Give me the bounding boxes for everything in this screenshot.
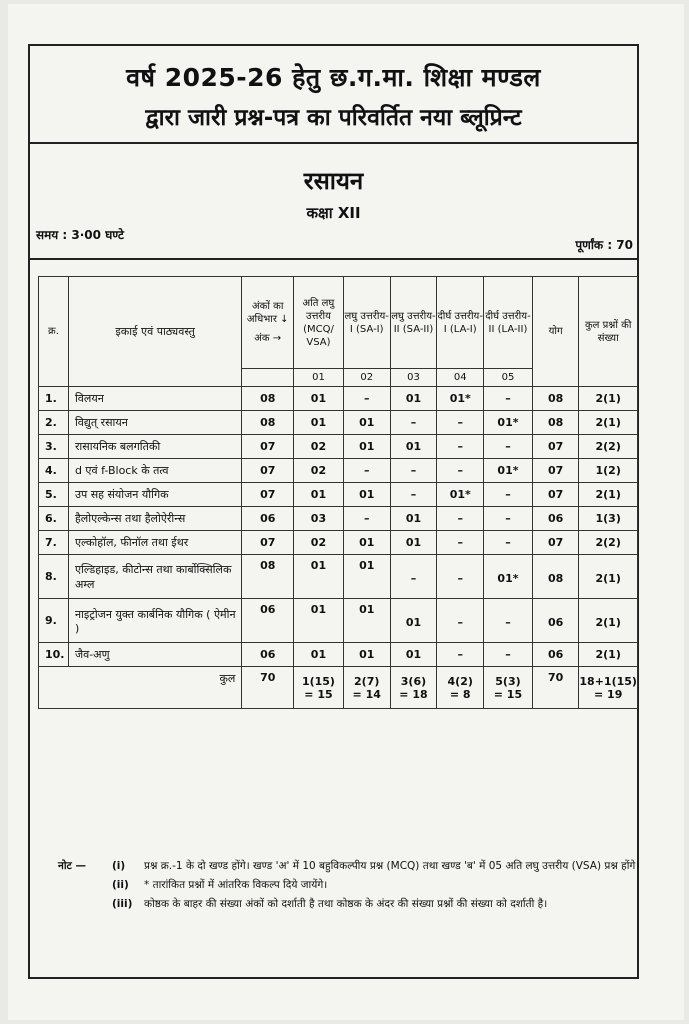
note-text: प्रश्न क्र.-1 के दो खण्ड होंगे। खण्ड 'अ' में 10 बहुविकल्पीय प्रश्न (MCQ) तथा खण्ड 'ब' में 05 अति लघु उत्तरीय (VSA) प्रश्न होंगे।	[144, 860, 640, 872]
totals-sa1	[343, 667, 390, 709]
row-sa1: –	[343, 507, 390, 531]
totals-qcount-a: 18+1(15)	[579, 674, 637, 688]
totals-la2-a: 5(3)	[495, 674, 521, 688]
note-index: (i)	[112, 860, 126, 872]
header-sn: क्र.	[39, 277, 69, 387]
row-sa2: –	[390, 411, 437, 435]
totals-qcount-b: = 19	[594, 687, 623, 701]
row-unit: एल्कोहॉल, फीनॉल तथा ईथर	[68, 531, 241, 555]
row-sa1: –	[343, 459, 390, 483]
row-la1: –	[437, 555, 484, 599]
row-qcount: 2(1)	[579, 483, 638, 507]
row-sa1: –	[343, 387, 390, 411]
row-marks: 08	[242, 387, 294, 411]
notes-section	[58, 858, 648, 915]
totals-la1	[437, 667, 484, 709]
row-unit: रासायनिक बलगतिकी	[68, 435, 241, 459]
row-la1: –	[437, 459, 484, 483]
row-qcount: 2(1)	[579, 599, 638, 643]
table-row	[39, 643, 638, 667]
row-unit: हैलोएल्केन्स तथा हैलोऐरीन्स	[68, 507, 241, 531]
row-total: 07	[532, 483, 579, 507]
table-row	[39, 435, 638, 459]
totals-row	[39, 667, 638, 709]
row-la2: –	[484, 507, 533, 531]
row-marks: 06	[242, 599, 294, 643]
row-sa2: 01	[390, 387, 437, 411]
row-la1: –	[437, 507, 484, 531]
totals-marks: 70	[242, 667, 294, 709]
totals-label: कुल	[39, 667, 242, 709]
row-vsa: 01	[294, 483, 344, 507]
row-qcount: 1(2)	[579, 459, 638, 483]
table-row	[39, 411, 638, 435]
notes-label: नोट —	[58, 860, 86, 872]
row-la2: –	[484, 435, 533, 459]
marks-la1: 04	[437, 369, 484, 387]
time-label: समय : 3·00 घण्टे	[36, 228, 124, 242]
row-unit: एल्डिहाइड, कीटोन्स तथा कार्बोक्सिलिक अम्ल	[68, 555, 241, 599]
row-la2: 01*	[484, 555, 533, 599]
row-sn: 3.	[39, 435, 69, 459]
page-sheet	[8, 4, 684, 1020]
row-unit: जैव-अणु	[68, 643, 241, 667]
blueprint-frame	[28, 44, 639, 979]
row-marks: 07	[242, 459, 294, 483]
title-line-2: द्वारा जारी प्रश्न-पत्र का परिवर्तित नया ब्लूप्रिन्ट	[145, 105, 522, 131]
row-sa2: 01	[390, 643, 437, 667]
row-marks: 08	[242, 555, 294, 599]
row-la1: –	[437, 411, 484, 435]
row-vsa: 02	[294, 459, 344, 483]
row-la2: –	[484, 387, 533, 411]
header-marks-text: अंकों का अधिभार ↓	[246, 301, 289, 325]
header-qcount: कुल प्रश्नों की संख्या	[579, 277, 638, 387]
row-marks: 07	[242, 531, 294, 555]
totals-la2	[484, 667, 533, 709]
row-sa2: 01	[390, 435, 437, 459]
row-marks: 08	[242, 411, 294, 435]
subject-title: रसायन	[303, 167, 364, 195]
row-qcount: 1(3)	[579, 507, 638, 531]
row-sn: 1.	[39, 387, 69, 411]
row-la1: 01*	[437, 483, 484, 507]
row-total: 06	[532, 643, 579, 667]
row-vsa: 01	[294, 643, 344, 667]
row-sa2: –	[390, 459, 437, 483]
row-la1: –	[437, 435, 484, 459]
row-la1: –	[437, 599, 484, 643]
row-la2: –	[484, 483, 533, 507]
row-total: 08	[532, 555, 579, 599]
row-sn: 7.	[39, 531, 69, 555]
divider	[30, 258, 637, 260]
row-sa1: 01	[343, 643, 390, 667]
row-vsa: 02	[294, 531, 344, 555]
totals-sa2-b: = 18	[399, 687, 428, 701]
totals-vsa	[294, 667, 344, 709]
row-vsa: 03	[294, 507, 344, 531]
header-total: योग	[532, 277, 579, 387]
header-la2: दीर्घ उत्तरीय-II (LA-II)	[484, 277, 533, 369]
table-row	[39, 507, 638, 531]
title-box	[30, 46, 637, 144]
note-item	[58, 858, 648, 874]
row-total: 06	[532, 507, 579, 531]
marks-vsa: 01	[294, 369, 344, 387]
header-sa2: लघु उत्तरीय-II (SA-II)	[390, 277, 437, 369]
row-sa2: 01	[390, 507, 437, 531]
row-vsa: 01	[294, 387, 344, 411]
row-sa2: –	[390, 483, 437, 507]
header-vsa: अति लघु उत्तरीय (MCQ/ VSA)	[294, 277, 344, 369]
header-unit: इकाई एवं पाठ्यवस्तु	[68, 277, 241, 387]
row-marks: 07	[242, 483, 294, 507]
header-marks	[242, 277, 294, 369]
class-label: कक्षा XII	[306, 204, 361, 222]
full-marks-label: पूर्णांक : 70	[575, 238, 633, 252]
totals-total: 70	[532, 667, 579, 709]
note-item	[58, 896, 648, 912]
row-vsa: 01	[294, 555, 344, 599]
row-sn: 8.	[39, 555, 69, 599]
row-total: 07	[532, 531, 579, 555]
header-sa1: लघु उत्तरीय-I (SA-I)	[343, 277, 390, 369]
row-marks: 07	[242, 435, 294, 459]
row-unit: विलयन	[68, 387, 241, 411]
row-total: 08	[532, 411, 579, 435]
totals-la1-b: = 8	[449, 687, 471, 701]
row-vsa: 02	[294, 435, 344, 459]
note-index: (ii)	[112, 879, 129, 891]
totals-sa1-b: = 14	[352, 687, 381, 701]
row-sa1: 01	[343, 435, 390, 459]
totals-sa1-a: 2(7)	[354, 674, 380, 688]
marks-sa1: 02	[343, 369, 390, 387]
row-sn: 6.	[39, 507, 69, 531]
table-row	[39, 555, 638, 599]
marks-sa2: 03	[390, 369, 437, 387]
table-row	[39, 531, 638, 555]
row-sn: 4.	[39, 459, 69, 483]
totals-qcount	[579, 667, 638, 709]
row-la1: –	[437, 531, 484, 555]
row-unit: नाइट्रोजन युक्त कार्बनिक यौगिक ( ऐमीन )	[68, 599, 241, 643]
totals-la2-b: = 15	[493, 687, 523, 701]
row-sn: 9.	[39, 599, 69, 643]
row-vsa: 01	[294, 599, 344, 643]
blueprint-table	[38, 276, 638, 709]
totals-la1-a: 4(2)	[447, 674, 473, 688]
totals-sa2	[390, 667, 437, 709]
note-index: (iii)	[112, 898, 133, 910]
row-sa1: 01	[343, 411, 390, 435]
row-sn: 5.	[39, 483, 69, 507]
row-sa2: 01	[390, 599, 437, 643]
table-row	[39, 483, 638, 507]
header-marks-arrow: अंक →	[254, 333, 282, 344]
row-marks: 06	[242, 643, 294, 667]
row-marks: 06	[242, 507, 294, 531]
row-la2: –	[484, 599, 533, 643]
row-qcount: 2(2)	[579, 435, 638, 459]
totals-vsa-a: 1(15)	[301, 674, 335, 688]
row-total: 06	[532, 599, 579, 643]
header-la1: दीर्घ उत्तरीय-I (LA-I)	[437, 277, 484, 369]
row-sa1: 01	[343, 599, 390, 643]
row-unit: उप सह संयोजन यौगिक	[68, 483, 241, 507]
row-la2: –	[484, 531, 533, 555]
table-body	[39, 387, 638, 667]
row-total: 07	[532, 459, 579, 483]
row-la2: 01*	[484, 459, 533, 483]
table-row	[39, 459, 638, 483]
row-sa2: 01	[390, 531, 437, 555]
totals-vsa-b: = 15	[304, 687, 333, 701]
row-qcount: 2(2)	[579, 531, 638, 555]
table-row	[39, 599, 638, 643]
row-sa1: 01	[343, 555, 390, 599]
note-text: कोष्ठक के बाहर की संख्या अंकों को दर्शाती है तथा कोष्ठक के अंदर की संख्या प्रश्नों की संख्या को दर्शाती है।	[144, 898, 548, 910]
row-la1: 01*	[437, 387, 484, 411]
row-sa1: 01	[343, 483, 390, 507]
row-la2: 01*	[484, 411, 533, 435]
row-total: 08	[532, 387, 579, 411]
table-row	[39, 387, 638, 411]
row-vsa: 01	[294, 411, 344, 435]
row-unit: विद्युत् रसायन	[68, 411, 241, 435]
row-qcount: 2(1)	[579, 411, 638, 435]
row-qcount: 2(1)	[579, 555, 638, 599]
row-sa2: –	[390, 555, 437, 599]
row-sa1: 01	[343, 531, 390, 555]
totals-sa2-a: 3(6)	[400, 674, 427, 688]
row-la1: –	[437, 643, 484, 667]
row-sn: 2.	[39, 411, 69, 435]
header-row	[39, 277, 638, 369]
row-unit: d एवं f-Block के तत्व	[68, 459, 241, 483]
row-sn: 10.	[39, 643, 69, 667]
row-total: 07	[532, 435, 579, 459]
row-la2: –	[484, 643, 533, 667]
note-item	[58, 877, 648, 893]
header-marks-blank	[242, 369, 294, 387]
note-text: * तारांकित प्रश्नों में आंतरिक विकल्प दिये जायेंगे।	[144, 879, 328, 891]
title-line-1: वर्ष 2025-26 हेतु छ.ग.मा. शिक्षा मण्डल	[126, 63, 541, 92]
row-qcount: 2(1)	[579, 643, 638, 667]
marks-la2: 05	[484, 369, 533, 387]
row-qcount: 2(1)	[579, 387, 638, 411]
